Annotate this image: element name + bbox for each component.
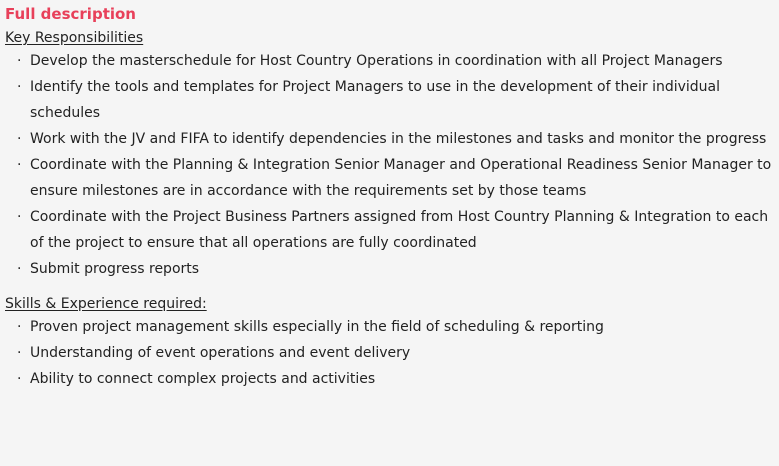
list-item: · Coordinate with the Planning & Integration Senior Manager and Operational Readiness Senior Manager to ensure milestones are in accordance with the requirements set by those teams — [5, 152, 779, 204]
bullet-icon: · — [17, 319, 22, 335]
bullet-icon: · — [17, 131, 22, 147]
bullet-icon: · — [17, 261, 22, 277]
list-item: · Submit progress reports — [5, 256, 779, 282]
bullet-icon: · — [17, 79, 22, 95]
bullet-icon: · — [17, 53, 22, 69]
list-item: · Proven project management skills especially in the field of scheduling & reporting — [5, 314, 779, 340]
key-responsibilities-heading: Key Responsibilities — [5, 30, 144, 46]
skills-list — [5, 314, 779, 392]
list-item: · Understanding of event operations and event delivery — [5, 340, 779, 366]
list-item: · Identify the tools and templates for Project Managers to use in the development of their individual schedules — [5, 74, 779, 126]
list-item: · Coordinate with the Project Business Partners assigned from Host Country Planning & Integration to each of the project to ensure that all operations are fully coordinated — [5, 204, 779, 256]
responsibilities-list — [5, 48, 779, 282]
skills-experience-heading: Skills & Experience required: — [5, 296, 207, 312]
bullet-icon: · — [17, 209, 22, 225]
bullet-icon: · — [17, 345, 22, 361]
bullet-icon: · — [17, 371, 22, 387]
list-item: · Develop the masterschedule for Host Country Operations in coordination with all Project Managers — [5, 48, 779, 74]
list-item: · Work with the JV and FIFA to identify dependencies in the milestones and tasks and monitor the progress — [5, 126, 779, 152]
full-description-title: Full description — [5, 5, 136, 23]
bullet-icon: · — [17, 157, 22, 173]
list-item: · Ability to connect complex projects and activities — [5, 366, 779, 392]
